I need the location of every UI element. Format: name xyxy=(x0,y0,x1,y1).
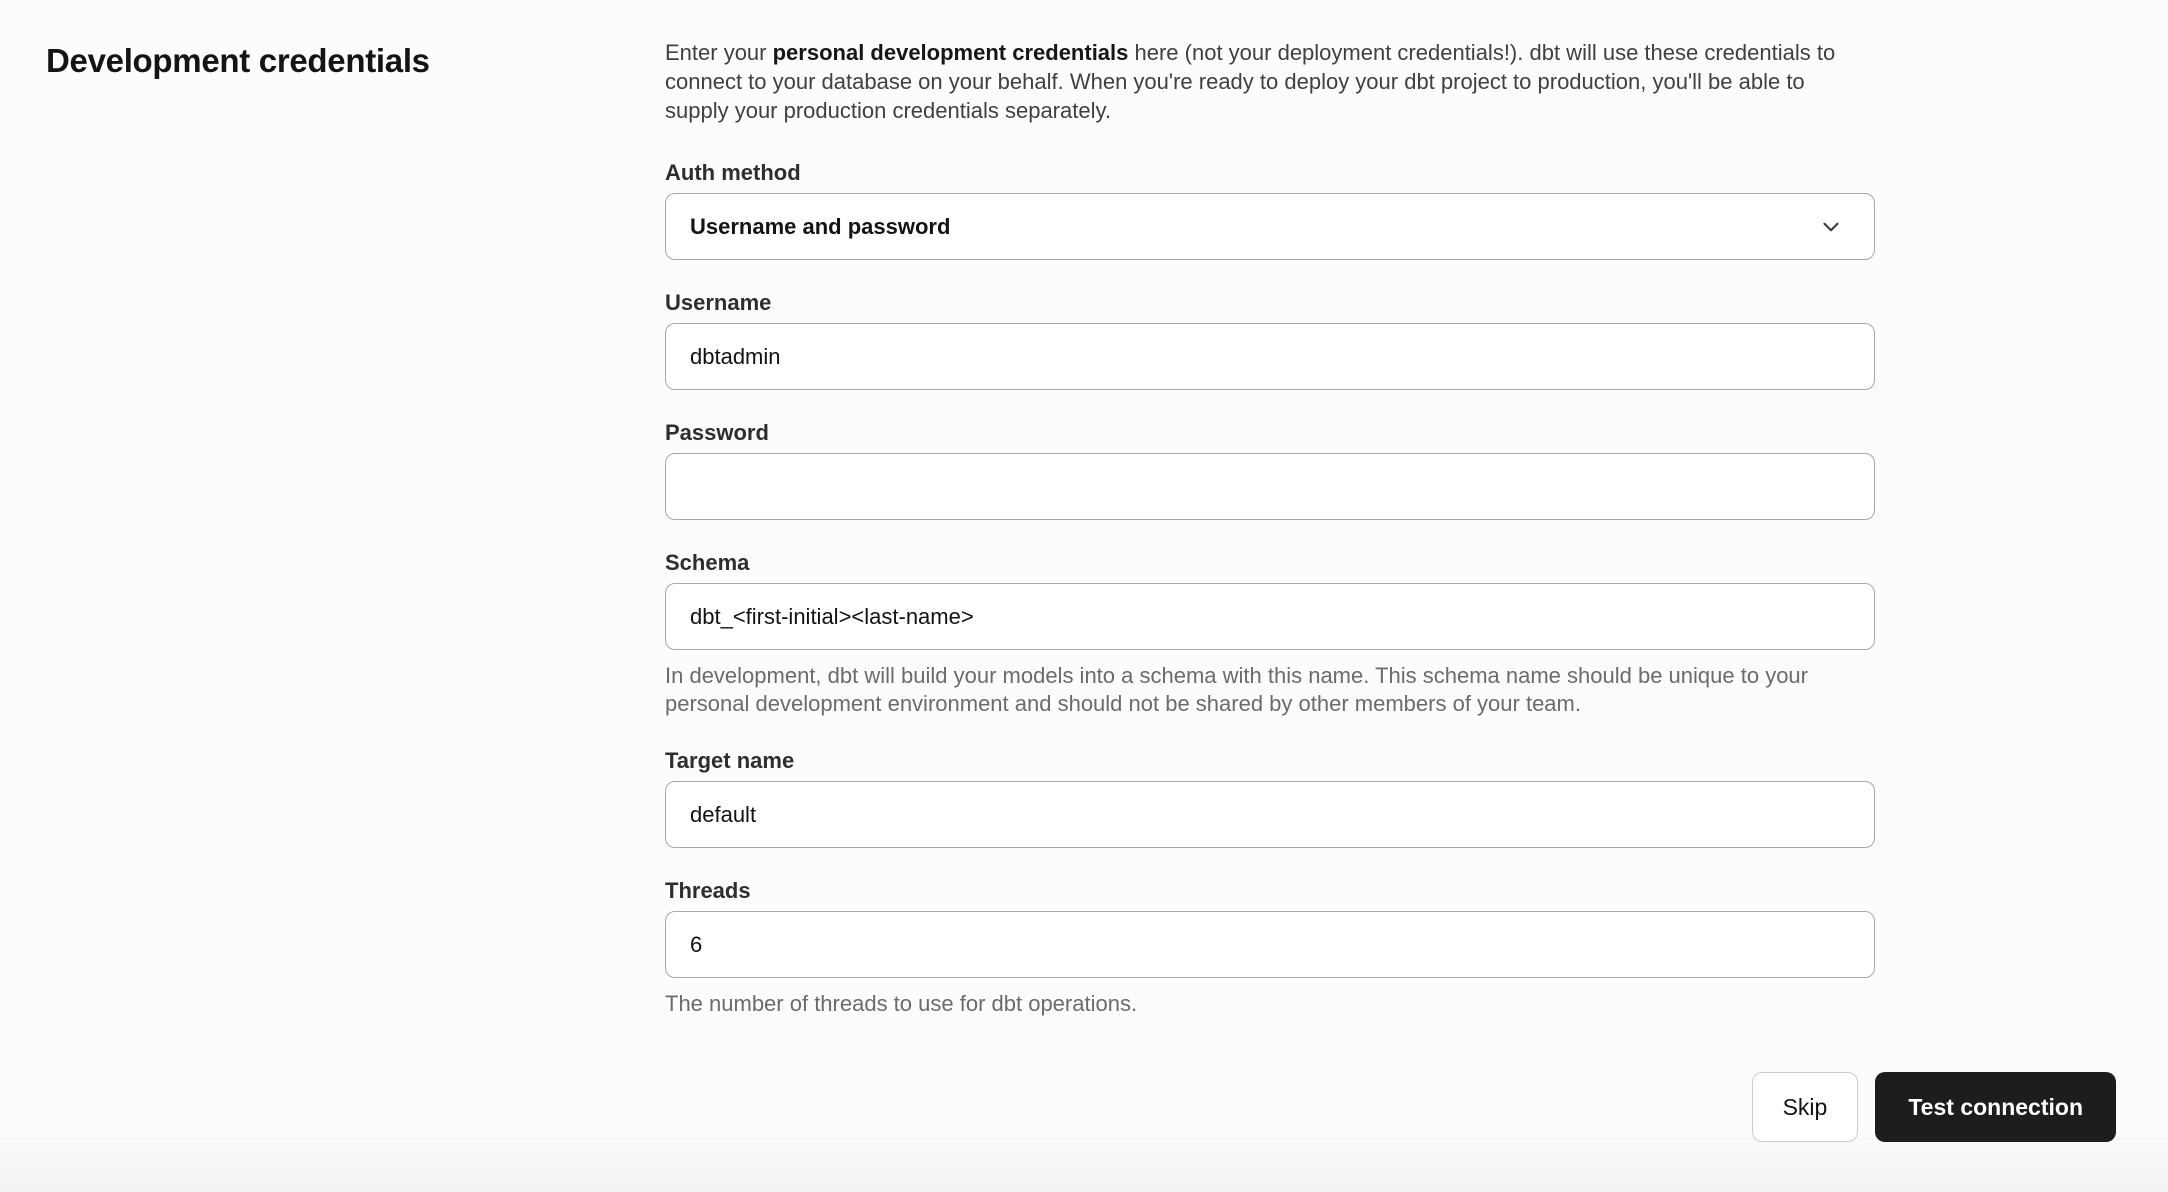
page-title: Development credentials xyxy=(46,42,430,79)
threads-helper-text: The number of threads to use for dbt operations. xyxy=(665,991,1138,1016)
schema-label: Schema xyxy=(665,550,750,575)
chevron-down-icon xyxy=(1818,214,1844,240)
target-name-input[interactable] xyxy=(665,781,1875,848)
threads-input[interactable] xyxy=(665,911,1875,978)
username-group xyxy=(665,289,1875,390)
username-input[interactable] xyxy=(665,323,1875,390)
bottom-fade-divider xyxy=(0,1140,2168,1192)
description-text-bold: personal development credentials xyxy=(772,40,1129,65)
password-group xyxy=(665,419,1875,520)
password-label: Password xyxy=(665,420,769,445)
auth-method-group xyxy=(665,159,1875,260)
target-name-group xyxy=(665,747,1875,848)
target-name-label: Target name xyxy=(665,748,795,773)
schema-input[interactable] xyxy=(665,583,1875,650)
description-text-suffix: here (not your deployment credentials!). dbt will use these credentials to connect to your database on your behalf. When you're ready to deploy your dbt project to production, you'll be able to supply your production credentials separately. xyxy=(665,40,1836,123)
auth-method-select[interactable] xyxy=(665,193,1875,260)
auth-method-label: Auth method xyxy=(665,160,801,185)
credentials-form xyxy=(665,38,1875,1047)
password-input[interactable] xyxy=(665,453,1875,520)
footer-actions xyxy=(1752,1072,2116,1142)
auth-method-selected-value: Username and password xyxy=(690,213,951,239)
description-text-prefix: Enter your xyxy=(665,40,773,65)
skip-button[interactable]: Skip xyxy=(1752,1072,1859,1142)
username-label: Username xyxy=(665,290,772,315)
schema-helper-text: In development, dbt will build your models into a schema with this name. This schema name should be unique to your personal development environment and should not be shared by other members of your team. xyxy=(665,663,1808,716)
page-description xyxy=(665,38,1845,125)
schema-group xyxy=(665,549,1875,718)
threads-label: Threads xyxy=(665,878,751,903)
threads-group xyxy=(665,877,1875,1018)
test-connection-button[interactable]: Test connection xyxy=(1875,1072,2116,1142)
